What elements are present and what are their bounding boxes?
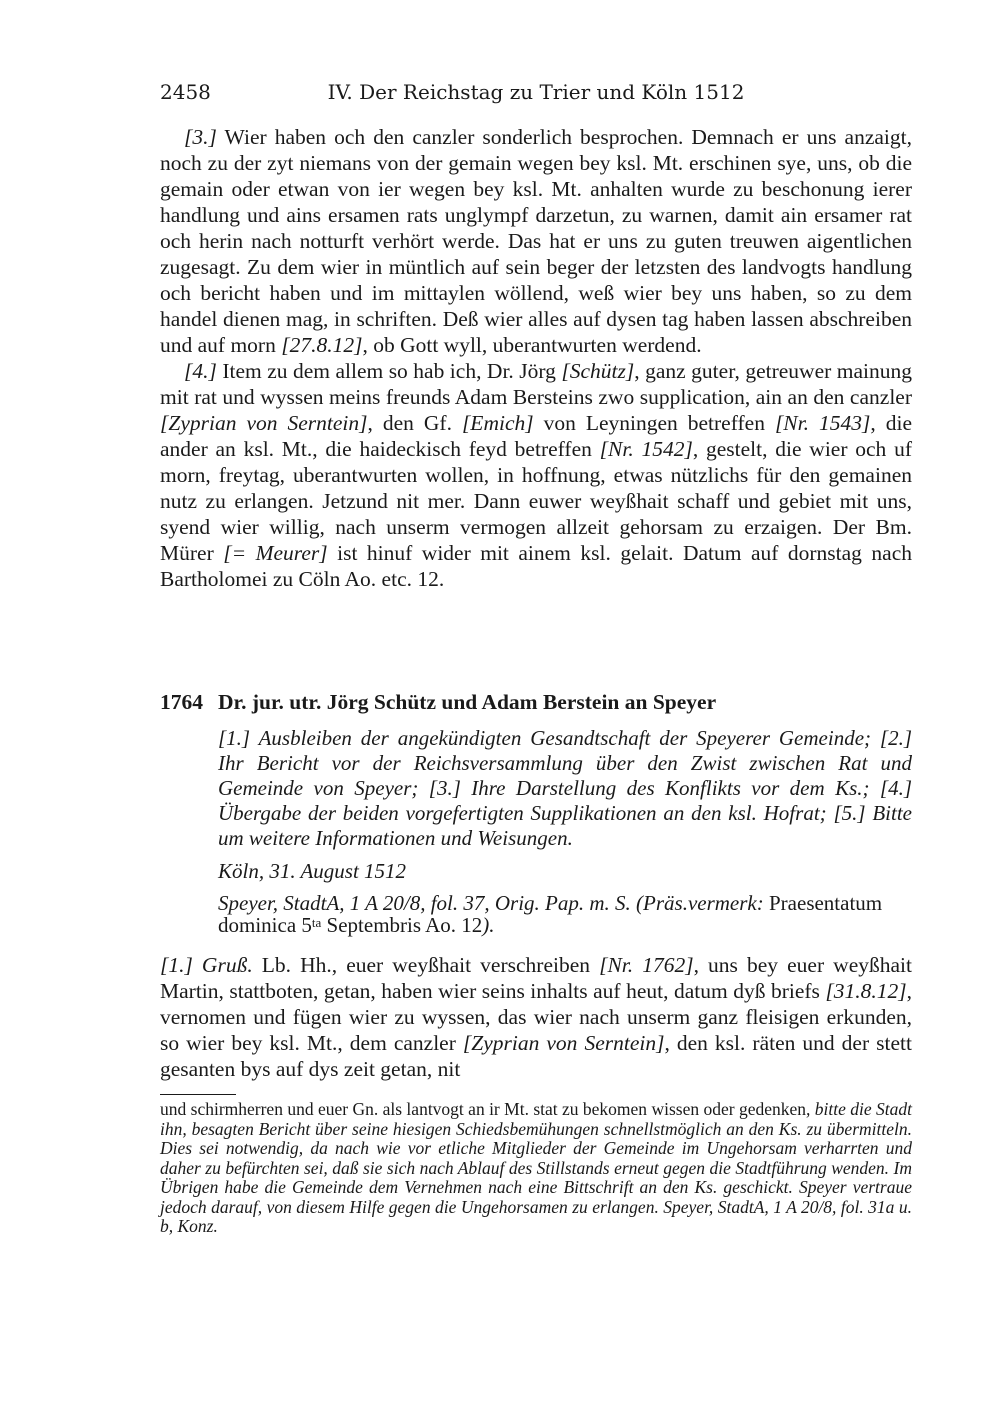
editorial-note: [Zyprian von Serntein]	[160, 411, 368, 435]
date-reference: [27.8.12]	[281, 333, 363, 357]
letter-body	[160, 952, 912, 1082]
letter-continuation	[160, 124, 912, 592]
cross-reference: [Nr. 1762]	[599, 953, 694, 977]
editorial-note: [Schütz]	[561, 359, 635, 383]
paragraph-marker: [1.] Gruß.	[160, 953, 253, 977]
regest-block	[218, 726, 912, 936]
editorial-note: [= Meurer]	[223, 541, 328, 565]
entry-number: 1764	[160, 690, 203, 714]
footnote-text: und schirmherren und euer Gn. als lantvogt an ir Mt. stat zu bekomen wissen oder gedenken, bitte die Stadt ihn, besagten Bericht über seine hiesigen Schiedsbemühungen schnellstmöglich an den Ks. zu übermitteln. Dies sei notwendig, da nach wie vor etliche Mitglieder der Gemeinde im Ungehorsam verharrten und daher zu befürchten sei, daß sie sich nach Ablauf des Stillstands erneut gegen die Stadtführung wenden. Im Übrigen habe die Gemeinde dem Vernehmen nach eine Bittschrift an den Ks. geschickt. Speyer vertraue jedoch darauf, von diesem Hilfe gegen die Ungehorsamen zu erlangen. Speyer, StadtA, 1 A 20/8, fol. 31a u. b, Konz.	[160, 1099, 912, 1236]
date-reference: [31.8.12]	[825, 979, 907, 1003]
paragraph-4: [4.] Item zu dem allem so hab ich, Dr. Jörg [Schütz], ganz guter, getreuwer mainung mit rat und wyssen meins freunds Adam Bersteins zwo supplication, ain an den canzler [Zyprian von Serntein], den Gf. [Emich] von Leyningen betreffen [Nr. 1543], die ander an ksl. Mt., die haideckisch feyd betreffen [Nr. 1542], gestelt, die wier och uf morn, freytag, uberantwurten wollen, in hoffnung, etwas nützlichs für den gemainen nutz zu erlangen. Jetzund nit mer. Dann euwer weyßhait schaff und gebiet mit uns, syend wier willig, nach unserm vermogen allzeit gehorsam zu erzaigen. Der Bm. Mürer [= Meurer] ist hinuf wider mit ainem ksl. gelait. Datum auf dornstag nach Bartholomei zu Cöln Ao. etc. 12.	[160, 359, 913, 591]
editorial-note: [Emich]	[461, 411, 534, 435]
source-note: Speyer, StadtA, 1 A 20/8, fol. 37, Orig. Pap. m. S. (Präs.vermerk: Praesentatum dominica $5^{ta}$ Septembris Ao. 12).	[218, 891, 883, 937]
editorial-note: [Zyprian von Serntein]	[462, 1031, 665, 1055]
dateline: Köln, 31. August 1512	[218, 859, 407, 883]
footnote-separator	[160, 1094, 236, 1095]
running-title: IV. Der Reichstag zu Trier und Köln 1512	[327, 80, 745, 104]
paragraph-1: [1.] Gruß. Lb. Hh., euer weyßhait verschreiben [Nr. 1762], uns bey euer weyßhait Martin, stattboten, getan, haben wier seins inhalts auf heut, datum dyß briefs [31.8.12], vernomen und fügen wier zu wyssen, das wier nach unserm ganz fleisigen erkunden, so wier bey ksl. Mt., dem canzler [Zyprian von Serntein], den ksl. räten und der stett gesanten bys auf dys zeit getan, nit	[160, 953, 912, 1081]
paragraph-3: [3.] Wier haben och den canzler sonderlich besprochen. Demnach er uns anzaigt, noch zu der zyt niemans von der gemain wegen bey ksl. Mt. erschinen sye, uns, ob die gemain oder etwan von ier wegen bey ksl. Mt. anhalten wurde zu beschonung ierer handlung und ains ersamen rats unglympf darzetun, zu warnen, damit ain ersamer rat och herin nach notturft verhört werde. Das hat er uns zu guten treuwen aigentlichen zugesagt. Zu dem wier in müntlich auf sein beger der letzsten des landvogts handlung och bericht haben und im mittaylen wöllend, weß wier bey uns haben, so zu dem handel dienen mag, in schriften. Deß wier alles auf dysen tag haben lassen abschreiben und auf morn [27.8.12], ob Gott wyll, uberantwurten werdend.	[160, 125, 912, 357]
entry-heading	[160, 690, 912, 715]
page-header	[160, 80, 912, 108]
footnote	[160, 1100, 912, 1237]
page-number: 2458	[160, 80, 211, 104]
cross-reference: [Nr. 1542]	[599, 437, 693, 461]
cross-reference: [Nr. 1543]	[774, 411, 871, 435]
regest-summary: [1.] Ausbleiben der angekündigten Gesandtschaft der Speyerer Gemeinde; [2.] Ihr Bericht vor der Reichsversammlung über den Zwist zwischen Rat und Gemeinde von Speyer; [3.] Ihre Darstellung des Konflikts vor dem Ks.; [4.] Übergabe der beiden vorgefertigten Supplikationen an den ksl. Hofrat; [5.] Bitte um weitere Informationen und Weisungen.	[218, 726, 912, 850]
paragraph-marker: [4.]	[184, 359, 217, 383]
paragraph-marker: [3.]	[184, 125, 217, 149]
entry-title: Dr. jur. utr. Jörg Schütz und Adam Berstein an Speyer	[218, 690, 717, 714]
